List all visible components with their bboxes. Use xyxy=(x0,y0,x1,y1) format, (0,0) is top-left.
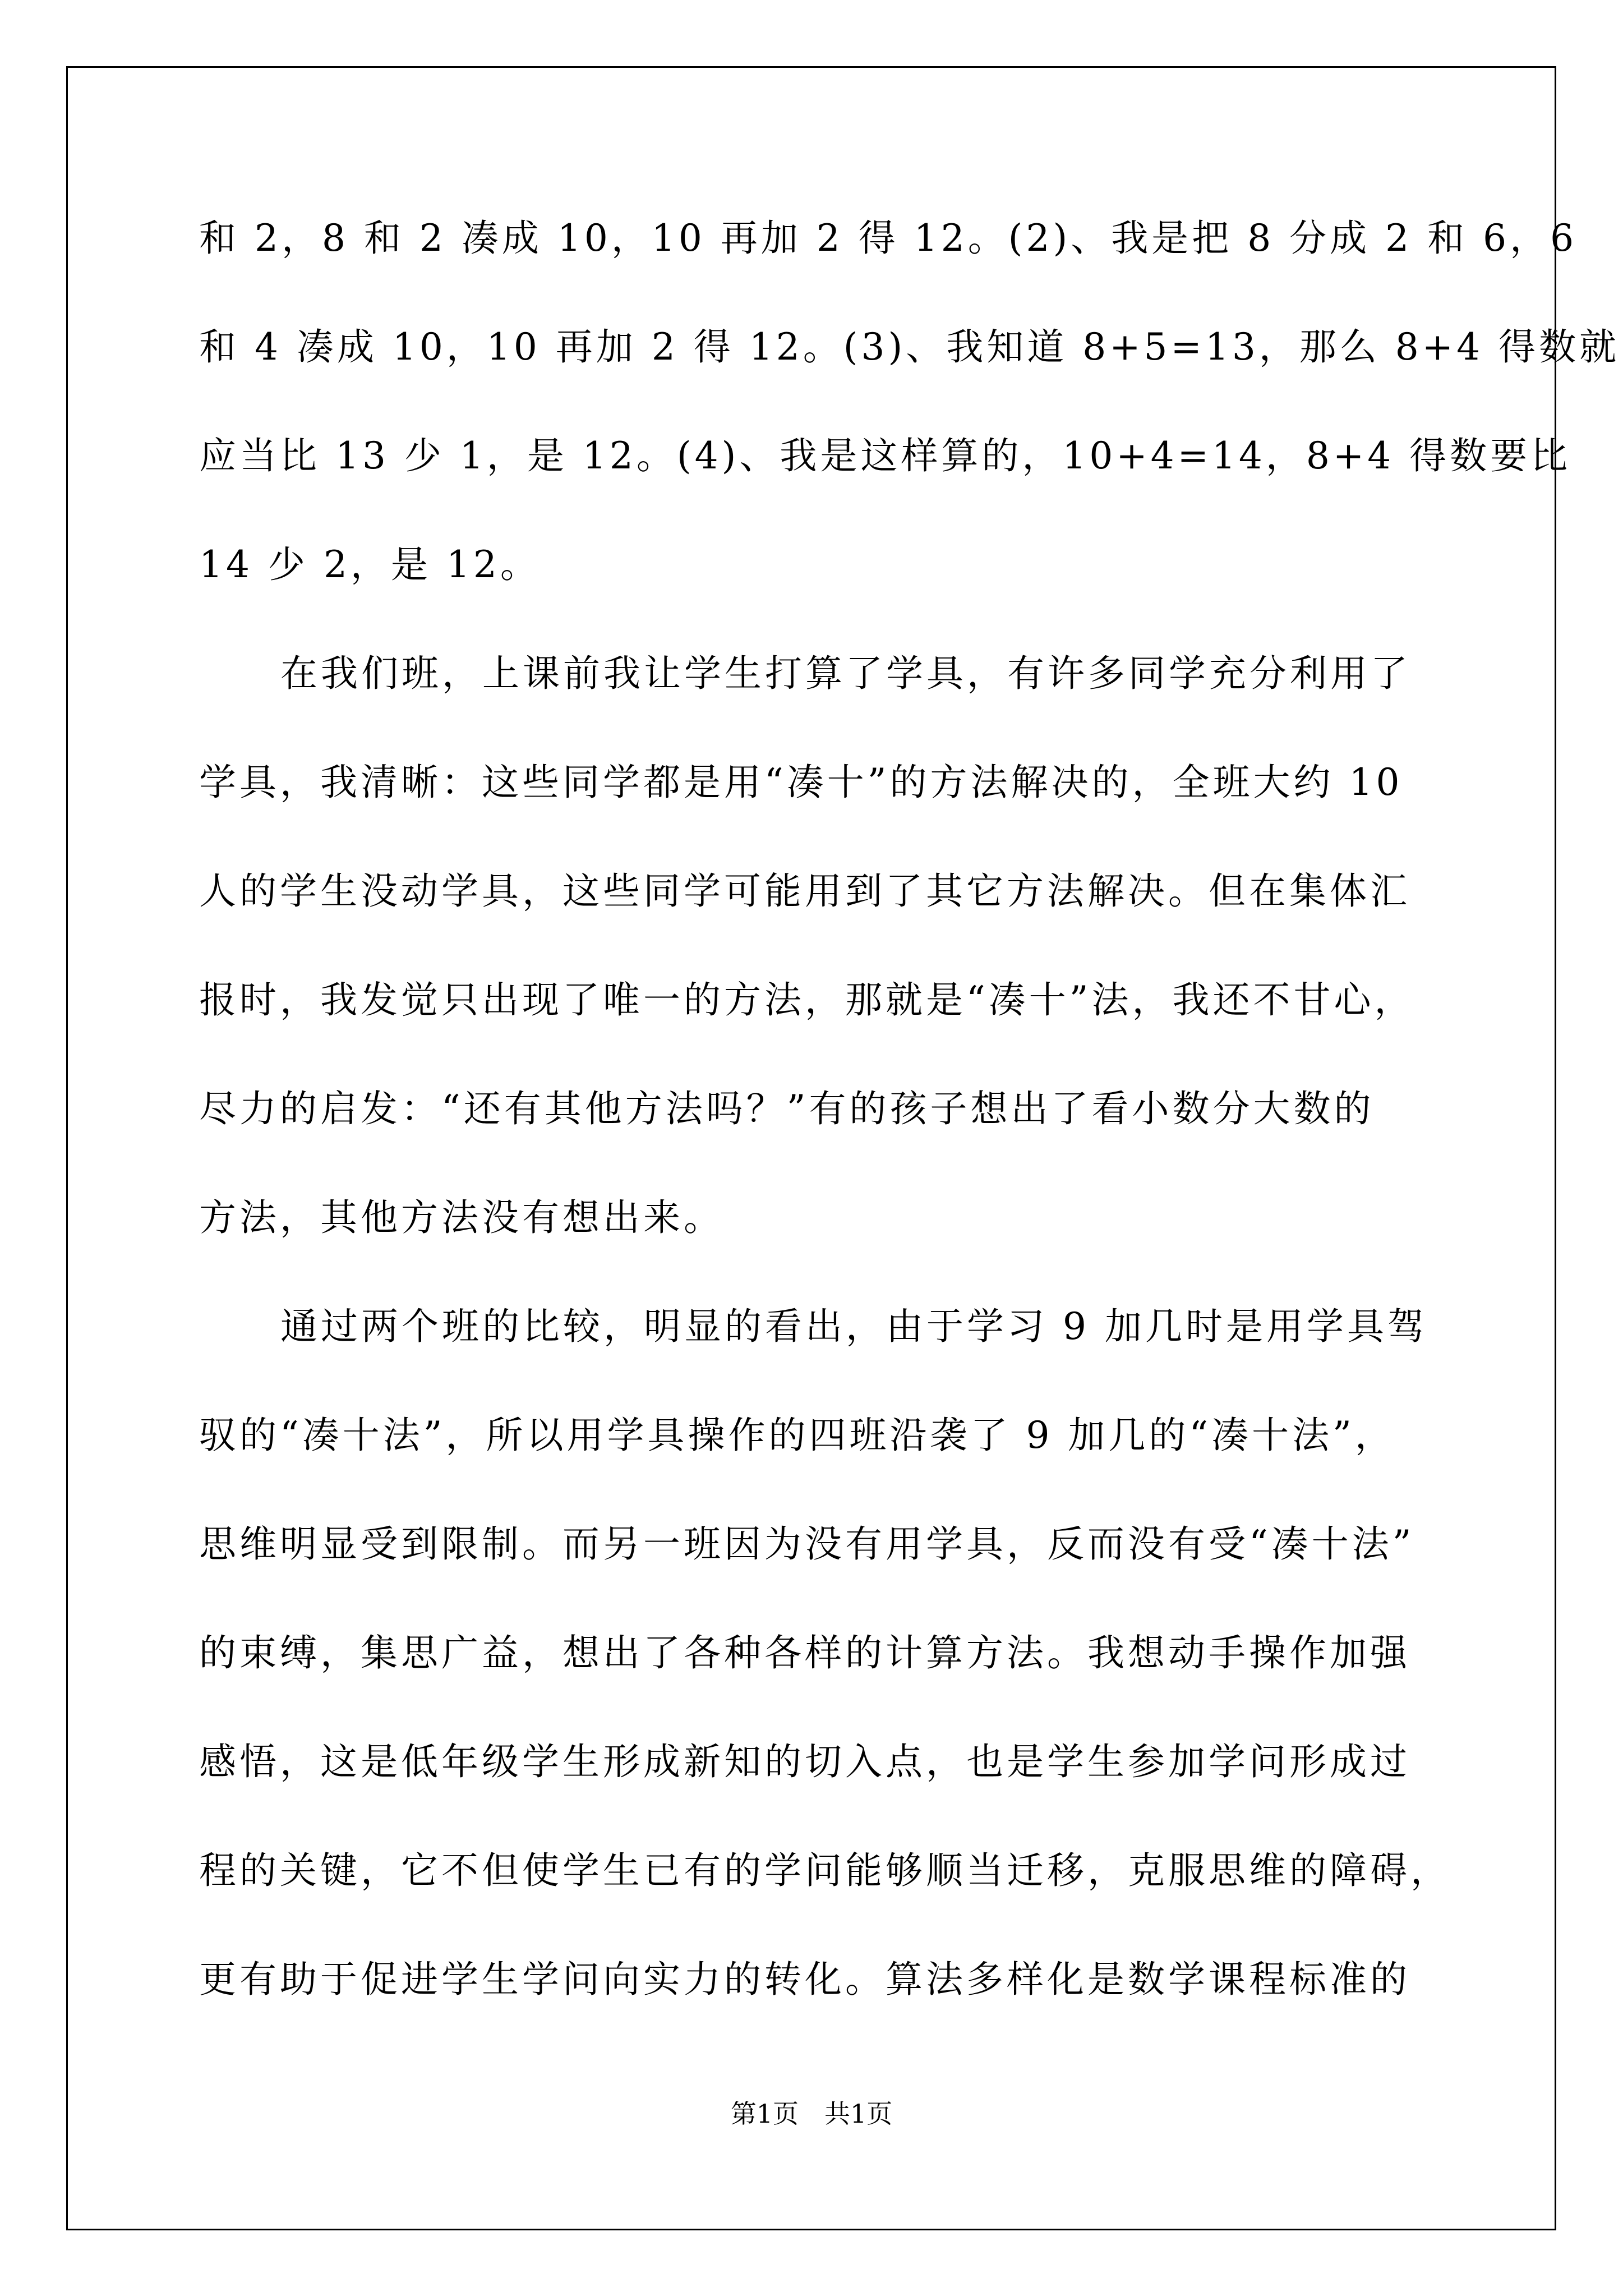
document-body xyxy=(199,217,1620,2070)
paragraph xyxy=(199,1305,1455,2070)
text-line: 程的关键，它不但使学生已有的学问能够顺当迁移，克服思维的障碍， xyxy=(199,1849,1451,1892)
text-line: 应当比 13 少 1，是 12。(4)、我是这样算的，10+4=14，8+4 得数要比 xyxy=(199,434,1571,477)
text-line: 学具，我清晰：这些同学都是用“凑十”的方法解决的，全班大约 10 xyxy=(199,761,1403,804)
text-line: 感悟，这是低年级学生形成新知的切入点，也是学生参加学问形成过 xyxy=(199,1740,1410,1783)
text-line: 通过两个班的比较，明显的看出，由于学习 9 加几时是用学具驾 xyxy=(280,1305,1428,1348)
paragraph xyxy=(199,217,1620,655)
text-line: 更有助于促进学生学问向实力的转化。算法多样化是数学课程标准的 xyxy=(199,1958,1410,2001)
page-footer: 第1页 共1页 xyxy=(730,2099,893,2129)
paragraph xyxy=(199,652,1455,1308)
text-line: 和 2，8 和 2 凑成 10，10 再加 2 得 12。(2)、我是把 8 分成 2 和 6，6 xyxy=(199,217,1578,260)
text-line: 尽力的启发：“还有其他方法吗？”有的孩子想出了看小数分大数的 xyxy=(199,1087,1375,1130)
text-line: 人的学生没动学具，这些同学可能用到了其它方法解决。但在集体汇 xyxy=(199,869,1410,913)
text-line: 驭的“凑十法”，所以用学具操作的四班沿袭了 9 加几的“凑十法”， xyxy=(199,1414,1395,1457)
text-line: 和 4 凑成 10，10 再加 2 得 12。(3)、我知道 8+5=13，那么 8+4 得数就 xyxy=(199,325,1620,369)
text-line: 在我们班，上课前我让学生打算了学具，有许多同学充分利用了 xyxy=(280,652,1411,695)
text-line: 思维明显受到限制。而另一班因为没有用学具，反而没有受“凑十法” xyxy=(199,1522,1415,1566)
text-line: 方法，其他方法没有想出来。 xyxy=(199,1196,724,1239)
text-line: 14 少 2，是 12。 xyxy=(199,543,541,586)
text-line: 的束缚，集思广益，想出了各种各样的计算方法。我想动手操作加强 xyxy=(199,1631,1410,1674)
text-line: 报时，我发觉只出现了唯一的方法，那就是“凑十”法，我还不甘心， xyxy=(199,978,1415,1022)
